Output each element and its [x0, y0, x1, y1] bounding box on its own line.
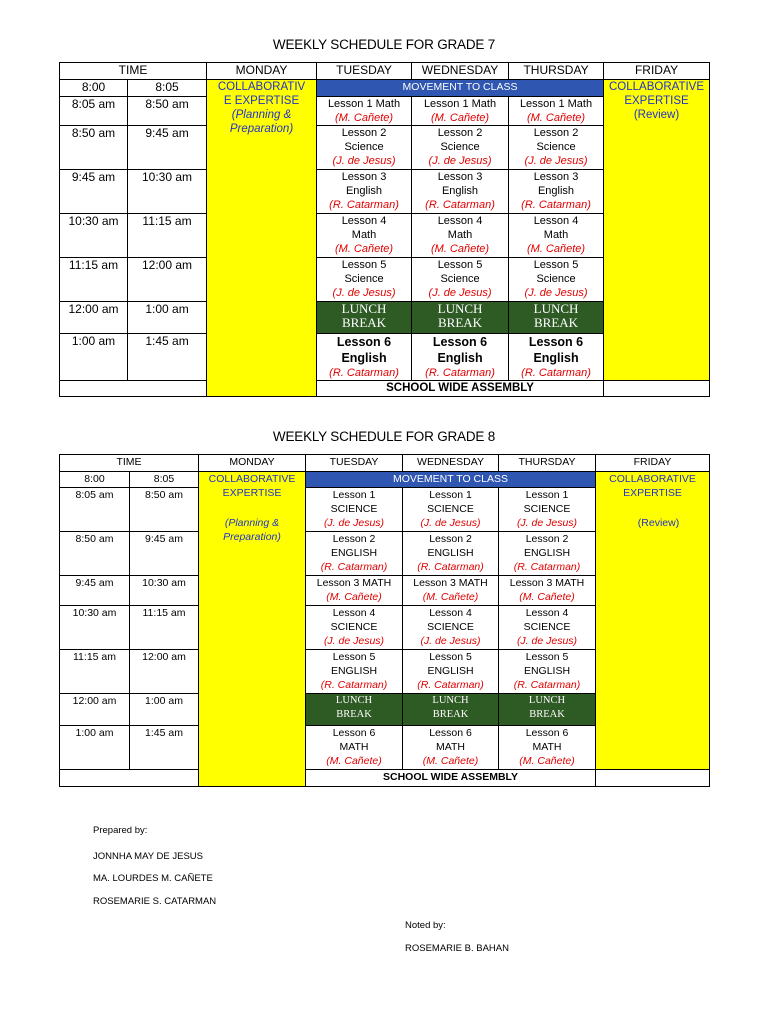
teacher-name: (R. Catarman) [425, 199, 495, 211]
lesson-cell [317, 126, 412, 170]
lesson-subject: ENGLISH [523, 665, 571, 677]
school-wide-assembly: SCHOOL WIDE ASSEMBLY [306, 770, 596, 787]
teacher-name: (R. Catarman) [320, 679, 388, 691]
teacher-name: (M. Cañete) [526, 243, 586, 255]
lesson-name: Lesson 1 [429, 489, 472, 501]
empty-cell [60, 770, 199, 787]
time-end: 8:05 [128, 80, 207, 97]
lesson-name: Lesson 4 [525, 607, 569, 619]
lunch-label: LUNCH [341, 301, 387, 316]
lesson-cell [317, 214, 412, 258]
friday-line: EXPERTISE [623, 487, 682, 499]
lesson-name: Lesson 5 [332, 651, 376, 663]
lesson-subject: English [341, 351, 387, 365]
lesson-cell [403, 606, 499, 650]
teacher-name: (R. Catarman) [320, 561, 388, 573]
header-friday: FRIDAY [604, 63, 710, 80]
lesson-name: Lesson 3 [533, 171, 579, 183]
time-start: 1:00 am [60, 334, 128, 381]
teacher-name: (R. Catarman) [521, 367, 591, 379]
friday-line: COLLABORATIVE [609, 81, 705, 93]
time-start: 11:15 am [60, 258, 128, 302]
lesson-name: Lesson 2 [533, 127, 579, 139]
lesson-cell [412, 334, 509, 381]
time-start: 8:50 am [60, 126, 128, 170]
grade8-schedule-table [59, 454, 710, 787]
lesson-subject: MATH [532, 741, 562, 753]
lesson-name: Lesson 3 [341, 171, 387, 183]
lesson-name: Lesson 5 [533, 259, 579, 271]
lunch-break [317, 302, 412, 334]
lesson-cell [317, 97, 412, 126]
time-end: 8:50 am [130, 488, 199, 532]
empty-cell [604, 381, 710, 397]
lunch-break [412, 302, 509, 334]
lesson-subject: ENGLISH [330, 547, 378, 559]
lunch-label: BREAK [437, 315, 483, 330]
header-wednesday: WEDNESDAY [403, 455, 499, 472]
grade7-title: WEEKLY SCHEDULE FOR GRADE 7 [272, 37, 496, 52]
time-end: 10:30 am [128, 170, 207, 214]
time-start: 8:00 [60, 472, 130, 488]
lesson-subject: MATH [436, 741, 465, 753]
lesson-subject: MATH [339, 741, 369, 753]
header-monday: MONDAY [207, 63, 317, 80]
lesson-subject: Science [344, 141, 384, 153]
monday-collaborative-expertise [199, 472, 306, 787]
monday-line: Preparation) [229, 123, 294, 135]
monday-line: E EXPERTISE [223, 95, 300, 107]
lesson-name: Lesson 4 [332, 607, 376, 619]
lesson-name: Lesson 4 [437, 215, 483, 227]
lesson-name: Lesson 3 MATH [509, 577, 585, 589]
lesson-subject: ENGLISH [427, 665, 474, 677]
time-end: 8:05 [130, 472, 199, 488]
friday-collaborative-expertise [596, 472, 710, 770]
lesson-subject: English [441, 185, 479, 197]
lesson-subject: Math [543, 229, 569, 241]
friday-line: (Review) [637, 517, 680, 529]
friday-collaborative-expertise [604, 80, 710, 381]
lunch-label: LUNCH [528, 695, 566, 706]
teacher-name: (J. de Jesus) [524, 287, 588, 299]
empty-cell [596, 770, 710, 787]
lesson-cell [412, 126, 509, 170]
lesson-subject: Science [536, 273, 576, 285]
spacer [199, 500, 305, 516]
lesson-cell [317, 258, 412, 302]
teacher-name: (M. Cañete) [326, 755, 382, 767]
lunch-break [306, 694, 403, 726]
time-start: 8:50 am [60, 532, 130, 576]
monday-line: Preparation) [223, 531, 281, 543]
monday-line: (Planning & [224, 517, 280, 529]
time-end: 12:00 am [130, 650, 199, 694]
lunch-label: LUNCH [533, 301, 579, 316]
lesson-cell [412, 97, 509, 126]
lunch-label: BREAK [341, 315, 387, 330]
teacher-name: (M. Cañete) [326, 591, 382, 603]
header-tuesday: TUESDAY [306, 455, 403, 472]
time-end: 10:30 am [130, 576, 199, 606]
teacher-name: (M. Cañete) [519, 755, 575, 767]
teacher-name: (J. de Jesus) [332, 155, 396, 167]
teacher-name: (J. de Jesus) [428, 155, 492, 167]
teacher-name: (M. Cañete) [526, 112, 586, 124]
time-end: 11:15 am [128, 214, 207, 258]
time-start: 11:15 am [60, 650, 130, 694]
lesson-name: Lesson 4 [341, 215, 387, 227]
monday-line: COLLABORATIV [217, 81, 306, 93]
time-end: 8:50 am [128, 97, 207, 126]
lesson-cell [509, 214, 604, 258]
lesson-cell [499, 726, 596, 770]
lesson-subject: ENGLISH [330, 665, 378, 677]
header-monday: MONDAY [199, 455, 306, 472]
lesson-name: Lesson 2 [437, 127, 483, 139]
teacher-name: (R. Catarman) [425, 367, 495, 379]
lunch-label: LUNCH [432, 695, 469, 706]
teacher-name: (R. Catarman) [329, 199, 399, 211]
time-start: 12:00 am [60, 694, 130, 726]
lesson-name: Lesson 4 [429, 607, 472, 619]
teacher-name: (J. de Jesus) [420, 635, 481, 647]
lesson-cell [509, 97, 604, 126]
teacher-name: (J. de Jesus) [332, 287, 396, 299]
lesson-subject: ENGLISH [523, 547, 571, 559]
lunch-break [403, 694, 499, 726]
lunch-label: BREAK [529, 709, 565, 720]
lesson-cell [499, 576, 596, 606]
time-start: 8:05 am [60, 488, 130, 532]
friday-line: (Review) [633, 109, 680, 121]
time-start: 10:30 am [60, 606, 130, 650]
monday-line: EXPERTISE [222, 487, 282, 499]
lesson-cell [306, 532, 403, 576]
lesson-cell [509, 258, 604, 302]
teacher-name: (R. Catarman) [329, 367, 399, 379]
noted-by-name: ROSEMARIE B. BAHAN [405, 943, 509, 954]
lesson-name: Lesson 6 [528, 335, 584, 349]
teacher-name: (R. Catarman) [513, 561, 581, 573]
lesson-cell [306, 576, 403, 606]
lesson-cell [306, 726, 403, 770]
lesson-name: Lesson 6 [336, 335, 392, 349]
lesson-subject: Math [351, 229, 377, 241]
time-end: 1:45 am [128, 334, 207, 381]
time-start: 8:05 am [60, 97, 128, 126]
movement-to-class: MOVEMENT TO CLASS [306, 472, 596, 488]
teacher-name: (J. de Jesus) [323, 635, 385, 647]
lesson-name: Lesson 3 MATH [316, 577, 392, 589]
teacher-name: (R. Catarman) [513, 679, 581, 691]
lesson-subject: Science [344, 273, 384, 285]
lesson-cell [412, 170, 509, 214]
lesson-name: Lesson 1 [525, 489, 569, 501]
lesson-subject: English [345, 185, 383, 197]
grade7-schedule-table [59, 62, 710, 397]
teacher-name: (M. Cañete) [430, 112, 490, 124]
teacher-name: (M. Cañete) [334, 112, 394, 124]
header-time: TIME [60, 63, 207, 80]
prepared-by-label: Prepared by: [93, 825, 148, 836]
lesson-subject: SCIENCE [523, 621, 571, 633]
header-time: TIME [60, 455, 199, 472]
teacher-name: (J. de Jesus) [420, 517, 481, 529]
time-start: 10:30 am [60, 214, 128, 258]
time-end: 1:00 am [128, 302, 207, 334]
lunch-label: BREAK [432, 709, 469, 720]
header-thursday: THURSDAY [499, 455, 596, 472]
movement-to-class: MOVEMENT TO CLASS [317, 80, 604, 97]
teacher-name: (M. Cañete) [430, 243, 490, 255]
teacher-name: (J. de Jesus) [428, 287, 492, 299]
lesson-name: Lesson 1 Math [519, 98, 593, 110]
lesson-subject: ENGLISH [427, 547, 474, 559]
lunch-label: LUNCH [437, 301, 483, 316]
lunch-label: BREAK [533, 315, 579, 330]
lesson-name: Lesson 6 [525, 727, 569, 739]
lesson-cell [499, 532, 596, 576]
lesson-name: Lesson 4 [533, 215, 579, 227]
time-end: 1:45 am [130, 726, 199, 770]
teacher-name: (J. de Jesus) [516, 635, 578, 647]
spacer [596, 500, 709, 516]
lesson-cell [499, 606, 596, 650]
time-end: 1:00 am [130, 694, 199, 726]
teacher-name: (R. Catarman) [417, 679, 484, 691]
lesson-subject: Science [440, 273, 480, 285]
time-end: 9:45 am [128, 126, 207, 170]
header-tuesday: TUESDAY [317, 63, 412, 80]
lesson-name: Lesson 1 [332, 489, 376, 501]
lesson-name: Lesson 2 [525, 533, 569, 545]
lesson-cell [499, 650, 596, 694]
lesson-cell [317, 334, 412, 381]
lesson-subject: English [533, 351, 579, 365]
lunch-label: BREAK [336, 709, 372, 720]
lesson-cell [509, 334, 604, 381]
lesson-name: Lesson 1 Math [327, 98, 401, 110]
lesson-cell [306, 650, 403, 694]
lesson-subject: SCIENCE [427, 621, 474, 633]
preparer-name: MA. LOURDES M. CAÑETE [93, 873, 213, 884]
preparer-name: ROSEMARIE S. CATARMAN [93, 896, 217, 907]
lesson-subject: Science [440, 141, 480, 153]
lesson-cell [403, 650, 499, 694]
lesson-cell [403, 576, 499, 606]
lesson-name: Lesson 6 [432, 335, 488, 349]
teacher-name: (M. Cañete) [422, 755, 479, 767]
lesson-cell [412, 214, 509, 258]
lesson-subject: SCIENCE [523, 503, 571, 515]
lesson-cell [317, 170, 412, 214]
lesson-name: Lesson 5 [437, 259, 483, 271]
lesson-cell [499, 488, 596, 532]
monday-line: COLLABORATIVE [208, 473, 296, 485]
time-start: 9:45 am [60, 170, 128, 214]
time-end: 12:00 am [128, 258, 207, 302]
teacher-name: (R. Catarman) [417, 561, 484, 573]
time-start: 1:00 am [60, 726, 130, 770]
lesson-subject: SCIENCE [330, 621, 378, 633]
lesson-cell [403, 532, 499, 576]
monday-line: (Planning & [231, 109, 292, 121]
lesson-cell [403, 726, 499, 770]
teacher-name: (M. Cañete) [422, 591, 479, 603]
lesson-cell [306, 606, 403, 650]
lunch-break [499, 694, 596, 726]
friday-line: EXPERTISE [624, 95, 689, 107]
teacher-name: (J. de Jesus) [323, 517, 385, 529]
time-start: 12:00 am [60, 302, 128, 334]
header-wednesday: WEDNESDAY [412, 63, 509, 80]
teacher-name: (J. de Jesus) [516, 517, 578, 529]
lesson-name: Lesson 3 MATH [413, 577, 488, 589]
lesson-cell [412, 258, 509, 302]
time-end: 11:15 am [130, 606, 199, 650]
lesson-name: Lesson 6 [429, 727, 472, 739]
lesson-name: Lesson 2 [429, 533, 472, 545]
teacher-name: (R. Catarman) [521, 199, 591, 211]
lesson-name: Lesson 3 [437, 171, 483, 183]
lunch-label: LUNCH [335, 695, 373, 706]
preparer-name: JONNHA MAY DE JESUS [93, 851, 203, 862]
empty-cell [60, 381, 207, 397]
lesson-name: Lesson 2 [341, 127, 387, 139]
lesson-cell [509, 126, 604, 170]
time-start: 8:00 [60, 80, 128, 97]
lesson-subject: Science [536, 141, 576, 153]
time-end: 9:45 am [130, 532, 199, 576]
teacher-name: (M. Cañete) [334, 243, 394, 255]
lesson-subject: SCIENCE [427, 503, 474, 515]
teacher-name: (M. Cañete) [519, 591, 575, 603]
teacher-name: (J. de Jesus) [524, 155, 588, 167]
header-friday: FRIDAY [596, 455, 710, 472]
header-thursday: THURSDAY [509, 63, 604, 80]
lesson-subject: English [437, 351, 483, 365]
time-start: 9:45 am [60, 576, 130, 606]
lesson-name: Lesson 2 [332, 533, 376, 545]
lesson-cell [509, 170, 604, 214]
friday-line: COLLABORATIVE [609, 473, 696, 485]
lesson-subject: SCIENCE [330, 503, 378, 515]
lesson-name: Lesson 6 [332, 727, 376, 739]
lesson-name: Lesson 5 [341, 259, 387, 271]
school-wide-assembly: SCHOOL WIDE ASSEMBLY [317, 381, 604, 397]
lesson-subject: Math [447, 229, 473, 241]
lesson-name: Lesson 5 [429, 651, 472, 663]
grade8-title: WEEKLY SCHEDULE FOR GRADE 8 [272, 429, 496, 444]
lesson-cell [403, 488, 499, 532]
lesson-subject: English [537, 185, 575, 197]
noted-by-label: Noted by: [405, 920, 446, 931]
lunch-break [509, 302, 604, 334]
lesson-cell [306, 488, 403, 532]
monday-collaborative-expertise [207, 80, 317, 397]
lesson-name: Lesson 1 Math [423, 98, 497, 110]
lesson-name: Lesson 5 [525, 651, 569, 663]
